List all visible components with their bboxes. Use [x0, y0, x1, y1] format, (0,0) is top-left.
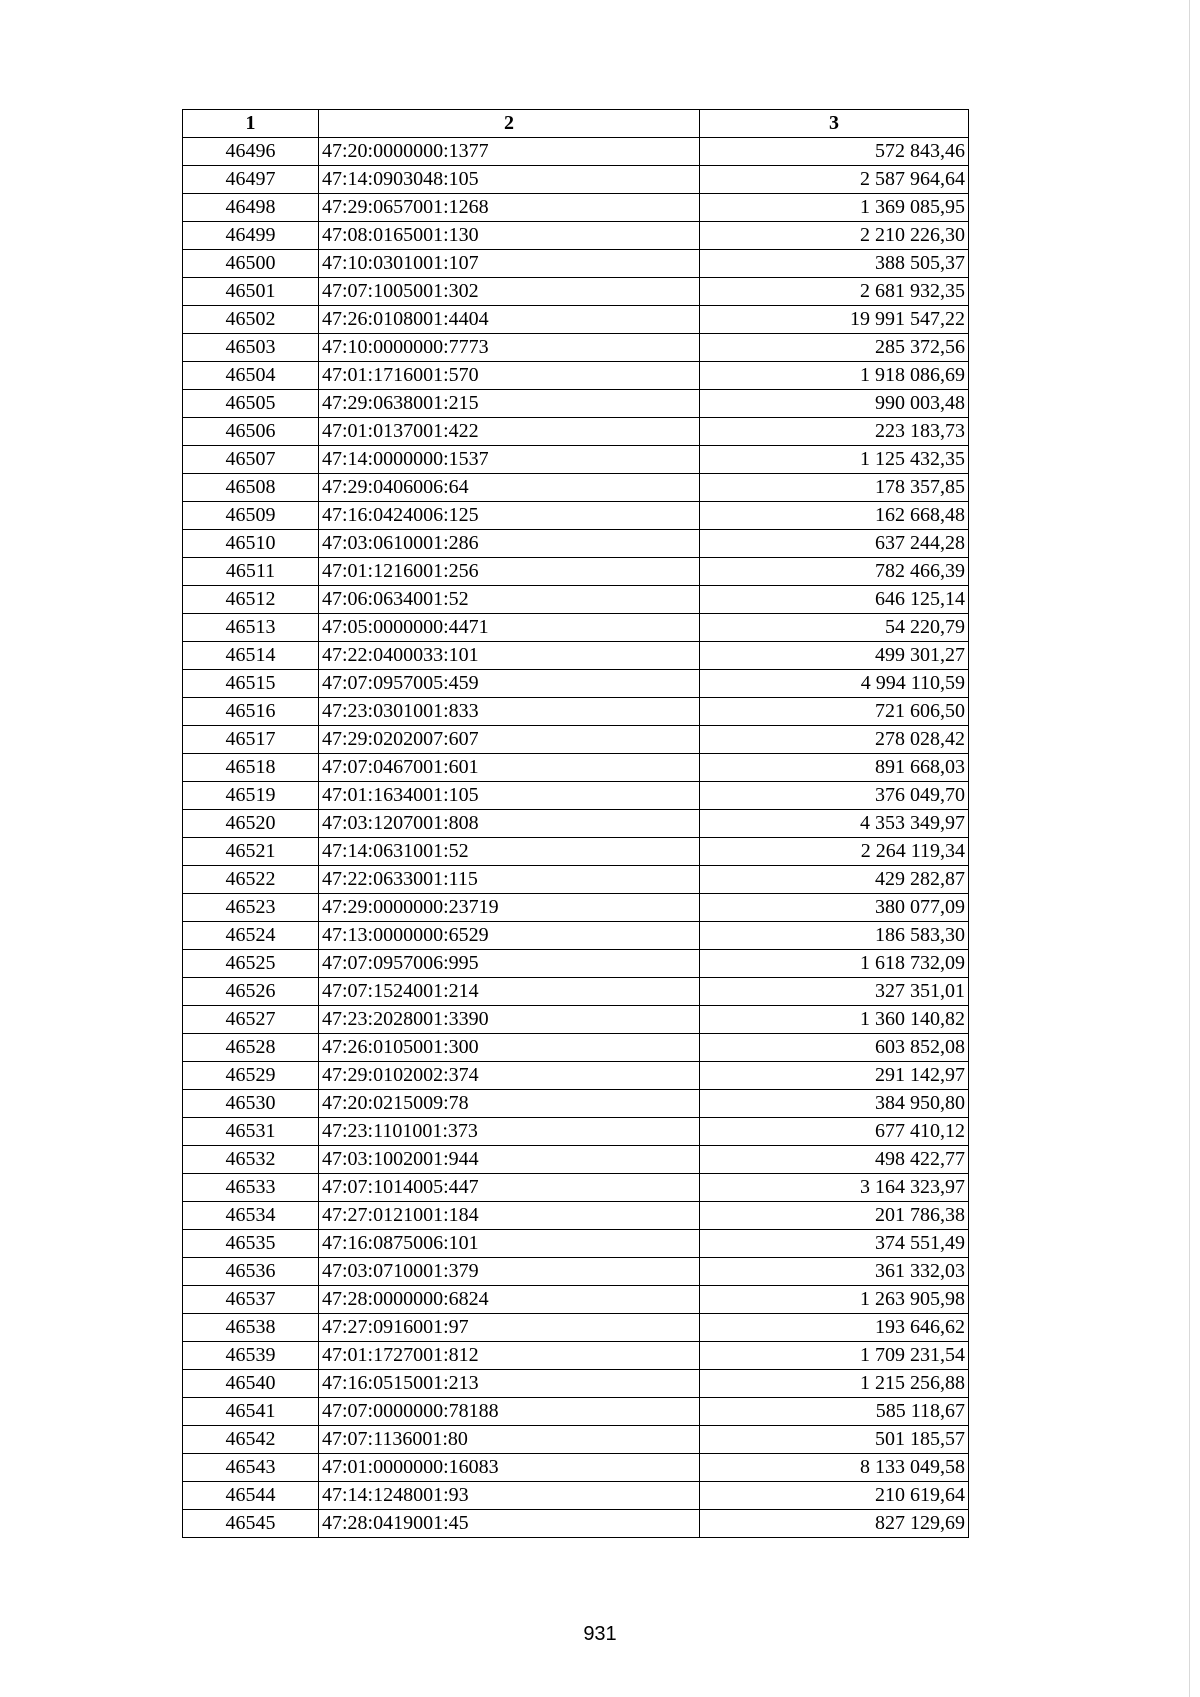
table-row [183, 1202, 969, 1230]
cadastral-number: 47:27:0121001:184 [319, 1202, 700, 1230]
row-number: 46513 [183, 614, 319, 642]
cadastral-number: 47:07:0000000:78188 [319, 1398, 700, 1426]
cadastral-value: 388 505,37 [700, 250, 969, 278]
table-row [183, 838, 969, 866]
row-number: 46537 [183, 1286, 319, 1314]
cadastral-value: 990 003,48 [700, 390, 969, 418]
cadastral-number: 47:03:0710001:379 [319, 1258, 700, 1286]
cadastral-value: 54 220,79 [700, 614, 969, 642]
row-number: 46506 [183, 418, 319, 446]
cadastral-number: 47:23:1101001:373 [319, 1118, 700, 1146]
table-row [183, 138, 969, 166]
table-row [183, 334, 969, 362]
cadastral-number: 47:07:1136001:80 [319, 1426, 700, 1454]
table-row [183, 166, 969, 194]
table-row [183, 1482, 969, 1510]
row-number: 46515 [183, 670, 319, 698]
row-number: 46510 [183, 530, 319, 558]
cadastral-number: 47:28:0419001:45 [319, 1510, 700, 1538]
table-row [183, 1286, 969, 1314]
row-number: 46520 [183, 810, 319, 838]
cadastral-number: 47:03:1207001:808 [319, 810, 700, 838]
cadastral-value: 827 129,69 [700, 1510, 969, 1538]
table-row [183, 502, 969, 530]
table-row [183, 586, 969, 614]
header-col-2: 2 [319, 110, 700, 138]
row-number: 46521 [183, 838, 319, 866]
cadastral-number: 47:14:0631001:52 [319, 838, 700, 866]
cadastral-number: 47:07:1524001:214 [319, 978, 700, 1006]
table-row [183, 446, 969, 474]
table-row [183, 1398, 969, 1426]
row-number: 46530 [183, 1090, 319, 1118]
row-number: 46542 [183, 1426, 319, 1454]
cadastral-value: 891 668,03 [700, 754, 969, 782]
cadastral-number: 47:23:2028001:3390 [319, 1006, 700, 1034]
table-row [183, 1118, 969, 1146]
page-right-edge [1189, 0, 1200, 1697]
cadastral-number: 47:07:1005001:302 [319, 278, 700, 306]
cadastral-number: 47:29:0657001:1268 [319, 194, 700, 222]
table-row [183, 1034, 969, 1062]
cadastral-number: 47:07:1014005:447 [319, 1174, 700, 1202]
cadastral-number: 47:07:0957005:459 [319, 670, 700, 698]
cadastral-value: 210 619,64 [700, 1482, 969, 1510]
table-row [183, 1370, 969, 1398]
table-row [183, 1426, 969, 1454]
table-row [183, 922, 969, 950]
cadastral-value: 585 118,67 [700, 1398, 969, 1426]
table-row [183, 530, 969, 558]
cadastral-number: 47:29:0638001:215 [319, 390, 700, 418]
cadastral-number: 47:29:0202007:607 [319, 726, 700, 754]
row-number: 46528 [183, 1034, 319, 1062]
cadastral-value: 1 360 140,82 [700, 1006, 969, 1034]
cadastral-number: 47:01:0000000:16083 [319, 1454, 700, 1482]
cadastral-number: 47:08:0165001:130 [319, 222, 700, 250]
row-number: 46527 [183, 1006, 319, 1034]
cadastral-value: 291 142,97 [700, 1062, 969, 1090]
cadastral-value: 603 852,08 [700, 1034, 969, 1062]
table-row [183, 306, 969, 334]
row-number: 46516 [183, 698, 319, 726]
table-row [183, 866, 969, 894]
row-number: 46526 [183, 978, 319, 1006]
cadastral-value: 1 918 086,69 [700, 362, 969, 390]
table-row [183, 1062, 969, 1090]
table-row [183, 782, 969, 810]
cadastral-number: 47:20:0215009:78 [319, 1090, 700, 1118]
cadastral-value: 178 357,85 [700, 474, 969, 502]
row-number: 46514 [183, 642, 319, 670]
row-number: 46517 [183, 726, 319, 754]
cadastral-value: 223 183,73 [700, 418, 969, 446]
cadastral-number: 47:26:0105001:300 [319, 1034, 700, 1062]
table-row [183, 194, 969, 222]
row-number: 46500 [183, 250, 319, 278]
cadastral-value: 374 551,49 [700, 1230, 969, 1258]
cadastral-number: 47:01:1716001:570 [319, 362, 700, 390]
table-row [183, 418, 969, 446]
cadastral-value: 2 681 932,35 [700, 278, 969, 306]
table-row [183, 1090, 969, 1118]
cadastral-value: 429 282,87 [700, 866, 969, 894]
cadastral-value: 637 244,28 [700, 530, 969, 558]
cadastral-value: 1 709 231,54 [700, 1342, 969, 1370]
table-row [183, 1230, 969, 1258]
table-row [183, 1174, 969, 1202]
cadastral-number: 47:01:1216001:256 [319, 558, 700, 586]
table-row [183, 1146, 969, 1174]
table-row [183, 1314, 969, 1342]
row-number: 46498 [183, 194, 319, 222]
row-number: 46540 [183, 1370, 319, 1398]
row-number: 46507 [183, 446, 319, 474]
table-row [183, 698, 969, 726]
cadastral-number: 47:28:0000000:6824 [319, 1286, 700, 1314]
cadastral-value: 4 353 349,97 [700, 810, 969, 838]
row-number: 46538 [183, 1314, 319, 1342]
row-number: 46543 [183, 1454, 319, 1482]
table-body [183, 138, 969, 1538]
cadastral-number: 47:01:0137001:422 [319, 418, 700, 446]
row-number: 46533 [183, 1174, 319, 1202]
cadastral-value: 380 077,09 [700, 894, 969, 922]
row-number: 46525 [183, 950, 319, 978]
row-number: 46539 [183, 1342, 319, 1370]
cadastral-value: 162 668,48 [700, 502, 969, 530]
row-number: 46544 [183, 1482, 319, 1510]
cadastral-number: 47:01:1634001:105 [319, 782, 700, 810]
cadastral-number: 47:10:0301001:107 [319, 250, 700, 278]
row-number: 46541 [183, 1398, 319, 1426]
row-number: 46518 [183, 754, 319, 782]
cadastral-value: 499 301,27 [700, 642, 969, 670]
table-row [183, 894, 969, 922]
table-row [183, 1006, 969, 1034]
cadastral-value: 1 125 432,35 [700, 446, 969, 474]
row-number: 46504 [183, 362, 319, 390]
table-row [183, 1510, 969, 1538]
row-number: 46531 [183, 1118, 319, 1146]
cadastral-number: 47:07:0467001:601 [319, 754, 700, 782]
cadastral-number: 47:14:0000000:1537 [319, 446, 700, 474]
cadastral-value: 201 786,38 [700, 1202, 969, 1230]
table-row [183, 670, 969, 698]
table-row [183, 950, 969, 978]
cadastral-number: 47:16:0424006:125 [319, 502, 700, 530]
cadastral-number: 47:27:0916001:97 [319, 1314, 700, 1342]
table-header [183, 110, 969, 138]
cadastral-value: 501 185,57 [700, 1426, 969, 1454]
cadastral-number: 47:01:1727001:812 [319, 1342, 700, 1370]
row-number: 46545 [183, 1510, 319, 1538]
cadastral-value: 384 950,80 [700, 1090, 969, 1118]
cadastral-number: 47:06:0634001:52 [319, 586, 700, 614]
table-row [183, 1258, 969, 1286]
cadastral-number: 47:29:0000000:23719 [319, 894, 700, 922]
row-number: 46534 [183, 1202, 319, 1230]
row-number: 46511 [183, 558, 319, 586]
row-number: 46523 [183, 894, 319, 922]
table-row [183, 1342, 969, 1370]
cadastral-number: 47:13:0000000:6529 [319, 922, 700, 950]
table-row [183, 250, 969, 278]
table-row [183, 278, 969, 306]
cadastral-value: 285 372,56 [700, 334, 969, 362]
table-row [183, 558, 969, 586]
cadastral-number: 47:22:0633001:115 [319, 866, 700, 894]
cadastral-number: 47:16:0875006:101 [319, 1230, 700, 1258]
row-number: 46502 [183, 306, 319, 334]
table-row [183, 642, 969, 670]
row-number: 46536 [183, 1258, 319, 1286]
row-number: 46522 [183, 866, 319, 894]
table-row [183, 474, 969, 502]
cadastral-value: 572 843,46 [700, 138, 969, 166]
cadastral-number: 47:29:0406006:64 [319, 474, 700, 502]
cadastral-number: 47:20:0000000:1377 [319, 138, 700, 166]
cadastral-number: 47:03:1002001:944 [319, 1146, 700, 1174]
cadastral-value: 498 422,77 [700, 1146, 969, 1174]
row-number: 46499 [183, 222, 319, 250]
table-row [183, 978, 969, 1006]
header-row [183, 110, 969, 138]
row-number: 46509 [183, 502, 319, 530]
table-row [183, 362, 969, 390]
table-row [183, 810, 969, 838]
cadastral-value: 721 606,50 [700, 698, 969, 726]
row-number: 46529 [183, 1062, 319, 1090]
header-col-3: 3 [700, 110, 969, 138]
header-col-1: 1 [183, 110, 319, 138]
cadastral-number: 47:07:0957006:995 [319, 950, 700, 978]
row-number: 46532 [183, 1146, 319, 1174]
cadastral-value: 646 125,14 [700, 586, 969, 614]
cadastral-number: 47:03:0610001:286 [319, 530, 700, 558]
row-number: 46519 [183, 782, 319, 810]
row-number: 46508 [183, 474, 319, 502]
cadastral-value: 193 646,62 [700, 1314, 969, 1342]
cadastral-number: 47:05:0000000:4471 [319, 614, 700, 642]
row-number: 46501 [183, 278, 319, 306]
table-row [183, 726, 969, 754]
cadastral-number: 47:29:0102002:374 [319, 1062, 700, 1090]
cadastral-number: 47:14:1248001:93 [319, 1482, 700, 1510]
cadastral-value: 4 994 110,59 [700, 670, 969, 698]
cadastral-value-table [182, 109, 969, 1538]
cadastral-value: 2 587 964,64 [700, 166, 969, 194]
cadastral-number: 47:23:0301001:833 [319, 698, 700, 726]
cadastral-value: 327 351,01 [700, 978, 969, 1006]
cadastral-value: 1 215 256,88 [700, 1370, 969, 1398]
row-number: 46496 [183, 138, 319, 166]
cadastral-value: 677 410,12 [700, 1118, 969, 1146]
cadastral-value: 361 332,03 [700, 1258, 969, 1286]
cadastral-value: 3 164 323,97 [700, 1174, 969, 1202]
cadastral-value: 8 133 049,58 [700, 1454, 969, 1482]
cadastral-number: 47:16:0515001:213 [319, 1370, 700, 1398]
cadastral-value: 19 991 547,22 [700, 306, 969, 334]
cadastral-value: 2 264 119,34 [700, 838, 969, 866]
cadastral-value: 278 028,42 [700, 726, 969, 754]
table-row [183, 614, 969, 642]
table-row [183, 1454, 969, 1482]
cadastral-value: 782 466,39 [700, 558, 969, 586]
cadastral-value: 186 583,30 [700, 922, 969, 950]
cadastral-value: 1 263 905,98 [700, 1286, 969, 1314]
table-row [183, 390, 969, 418]
cadastral-number: 47:14:0903048:105 [319, 166, 700, 194]
row-number: 46535 [183, 1230, 319, 1258]
cadastral-number: 47:10:0000000:7773 [319, 334, 700, 362]
row-number: 46512 [183, 586, 319, 614]
table-row [183, 222, 969, 250]
row-number: 46503 [183, 334, 319, 362]
cadastral-number: 47:22:0400033:101 [319, 642, 700, 670]
row-number: 46497 [183, 166, 319, 194]
cadastral-value: 1 618 732,09 [700, 950, 969, 978]
cadastral-number: 47:26:0108001:4404 [319, 306, 700, 334]
cadastral-value: 1 369 085,95 [700, 194, 969, 222]
cadastral-value: 2 210 226,30 [700, 222, 969, 250]
page-number: 931 [583, 1623, 617, 1645]
table-row [183, 754, 969, 782]
cadastral-value: 376 049,70 [700, 782, 969, 810]
row-number: 46505 [183, 390, 319, 418]
row-number: 46524 [183, 922, 319, 950]
